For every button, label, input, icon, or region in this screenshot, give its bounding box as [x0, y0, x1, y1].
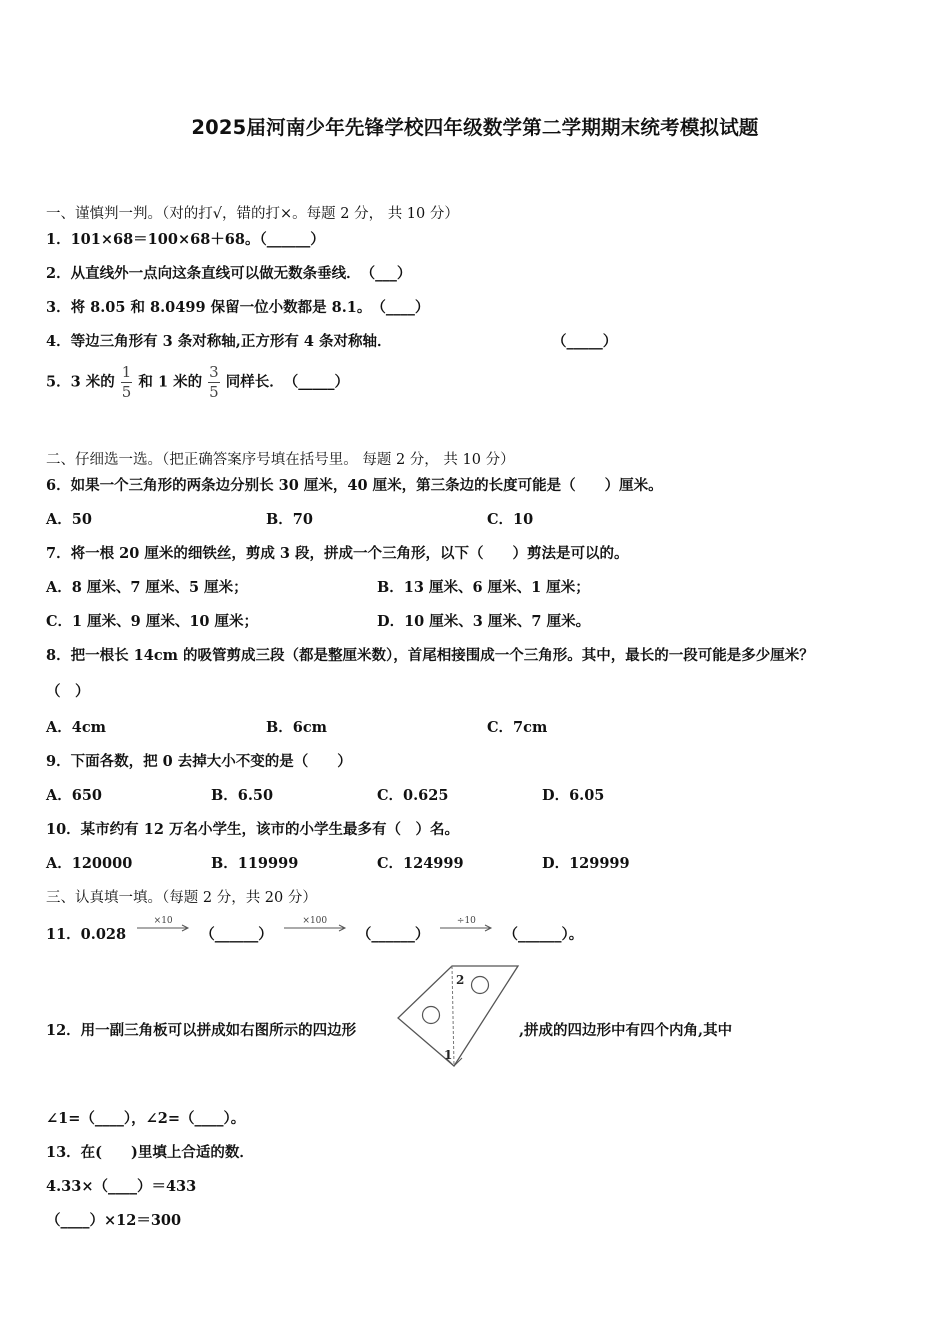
q9-option-d: D．6.05	[542, 787, 605, 804]
q6-option-c: C．10	[487, 511, 534, 528]
q10-option-d: D．129999	[542, 855, 630, 872]
question-9: 9．下面各数，把 0 去掉大小不变的是（ ）	[46, 753, 352, 770]
set-square-quadrilateral-figure	[396, 962, 522, 1070]
question-2: 2．从直线外一点向这条直线可以做无数条垂线． （___）	[46, 265, 412, 282]
question-12-blanks: ∠1=（____），∠2=（____）。	[46, 1110, 246, 1127]
fraction-1-denominator: 5	[121, 383, 132, 401]
q7-option-c: C．1 厘米、9 厘米、10 厘米；	[46, 613, 259, 630]
arrow-right-icon	[438, 922, 494, 934]
question-4: 4．等边三角形有 3 条对称轴,正方形有 4 条对称轴．	[46, 333, 392, 350]
fraction-one-fifth	[121, 365, 133, 400]
q11-prefix: 11．0.028	[46, 926, 127, 943]
q7-option-a: A．8 厘米、7 厘米、5 厘米；	[46, 579, 248, 596]
fraction-2-numerator: 3	[209, 363, 219, 381]
fraction-2-denominator: 5	[209, 383, 219, 401]
q11-blank-3: （______）。	[503, 926, 584, 943]
page-title: 2025届河南少年先锋学校四年级数学第二学期期末统考模拟试题	[191, 116, 759, 139]
question-7: 7．将一根 20 厘米的细铁丝，剪成 3 段，拼成一个三角形，以下（ ）剪法是可以的。	[46, 545, 629, 562]
question-3: 3．将 8.05 和 8.0499 保留一位小数都是 8.1。 （____）	[46, 299, 430, 316]
angle-1-label: 1	[444, 1048, 453, 1062]
q11-blank-1: （______）	[200, 926, 273, 943]
question-5	[46, 365, 349, 400]
question-5-suffix: 同样长． （_____）	[225, 373, 350, 391]
question-10: 10．某市约有 12 万名小学生，该市的小学生最多有（ ）名。	[46, 821, 459, 838]
q9-option-c: C．0.625	[377, 787, 449, 804]
question-4-blank: （_____）	[552, 333, 618, 350]
q10-option-c: C．124999	[377, 855, 464, 872]
angle-2-label: 2	[456, 973, 465, 987]
question-1: 1．101×68＝100×68＋68。（______）	[46, 231, 325, 248]
divide-10-label: ÷10	[456, 916, 476, 926]
multiply-100-label: ×100	[302, 916, 328, 926]
q6-option-a: A．50	[46, 511, 92, 528]
q11-blank-2: （______）	[356, 926, 430, 943]
question-6: 6．如果一个三角形的两条边分别长 30 厘米，40 厘米，第三条边的长度可能是（ ）厘米。	[46, 477, 663, 494]
q10-option-b: B．119999	[211, 855, 299, 872]
question-5-prefix: 5．3 米的	[46, 373, 115, 391]
q8-option-a: A．4cm	[46, 719, 107, 736]
q7-option-d: D．10 厘米、3 厘米、7 厘米。	[377, 613, 591, 630]
question-13: 13．在( )里填上合适的数．	[46, 1144, 254, 1161]
q9-option-b: B．6.50	[211, 787, 274, 804]
fraction-three-fifths	[208, 365, 220, 400]
question-8: 8．把一根长 14cm 的吸管剪成三段（都是整厘米数），首尾相接围成一个三角形。其中，最长的一段可能是多少厘米？	[46, 647, 814, 664]
arrow-right-icon	[135, 922, 191, 934]
question-8-continuation: （ ）	[46, 683, 90, 700]
question-13-a: 4.33×（____）＝433	[46, 1178, 197, 1195]
question-12-text-cont: ,拼成的四边形中有四个内角,其中	[519, 1022, 733, 1039]
fraction-1-numerator: 1	[121, 363, 132, 381]
section-3-heading: 三、认真填一填。（每题 2 分，共 20 分）	[46, 890, 317, 906]
multiply-10-label: ×10	[153, 916, 173, 926]
divide-10-arrow	[438, 916, 494, 942]
section-1-heading: 一、谨慎判一判。（对的打√，错的打×。每题 2 分， 共 10 分）	[46, 206, 459, 222]
question-13-b: （____）×12＝300	[46, 1212, 182, 1229]
question-5-middle: 和 1 米的	[138, 373, 203, 391]
section-2-heading: 二、仔细选一选。（把正确答案序号填在括号里。 每题 2 分， 共 10 分）	[46, 452, 515, 468]
q8-option-c: C．7cm	[487, 719, 548, 736]
arrow-right-icon	[282, 922, 348, 934]
q8-option-b: B．6cm	[266, 719, 328, 736]
q10-option-a: A．120000	[46, 855, 133, 872]
multiply-10-arrow	[135, 916, 191, 942]
question-11	[46, 916, 584, 944]
q9-option-a: A．650	[46, 787, 103, 804]
multiply-100-arrow	[282, 916, 348, 942]
question-12-text: 12．用一副三角板可以拼成如右图所示的四边形	[46, 1022, 357, 1039]
q7-option-b: B．13 厘米、6 厘米、1 厘米；	[377, 579, 590, 596]
q6-option-b: B．70	[266, 511, 313, 528]
